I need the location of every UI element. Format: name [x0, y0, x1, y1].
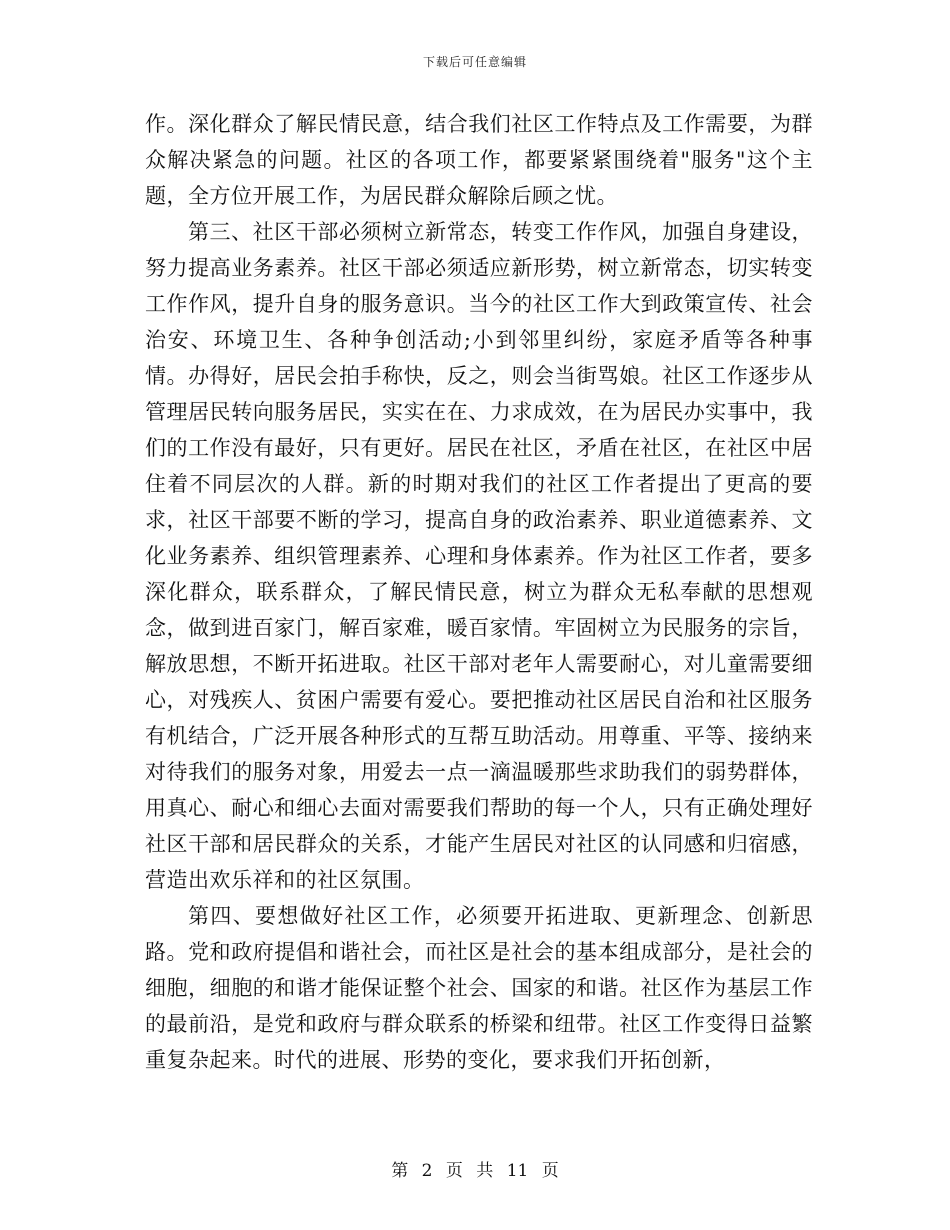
footer-label-ye: 页	[445, 1161, 463, 1181]
paragraph-third-point: 第三、社区干部必须树立新常态，转变工作作风，加强自身建设，努力提高业务素养。社区干部必须适应新形势，树立新常态，切实转变工作作风，提升自身的服务意识。当今的社区工作大到政策宣传、社会治安、环境卫生、各种争创活动;小到邻里纠纷，家庭矛盾等各种事情。办得好，居民会拍手称快，反之，则会当街骂娘。社区工作逐步从管理居民转向服务居民，实实在在、力求成效，在为居民办实事中，我们的工作没有最好，只有更好。居民在社区，矛盾在社区，在社区中居住着不同层次的人群。新的时期对我们的社区工作者提出了更高的要求，社区干部要不断的学习，提高自身的政治素养、职业道德素养、文化业务素养、组织管理素养、心理和身体素养。作为社区工作者，要多深化群众，联系群众，了解民情民意，树立为群众无私奉献的思想观念，做到进百家门，解百家难，暖百家情。牢固树立为民服务的宗旨，解放思想，不断开拓进取。社区干部对老年人需要耐心，对儿童需要细心，对残疾人、贫困户需要有爱心。要把推动社区居民自治和社区服务有机结合，广泛开展各种形式的互帮互助活动。用尊重、平等、接纳来对待我们的服务对象，用爱去一点一滴温暖那些求助我们的弱势群体，用真心、耐心和细心去面对需要我们帮助的每一个人，只有正确处理好社区干部和居民群众的关系，才能产生居民对社区的认同感和归宿感，营造出欢乐祥和的社区氛围。	[145, 220, 813, 892]
footer-label-di: 第	[391, 1161, 409, 1181]
footer-label-gong: 共	[476, 1161, 494, 1181]
paragraph-fourth-point: 第四、要想做好社区工作，必须要开拓进取、更新理念、创新思路。党和政府提倡和谐社会，而社区是社会的基本组成部分，是社会的细胞，细胞的和谐才能保证整个社会、国家的和谐。社区作为基层工作的最前沿，是党和政府与群众联系的桥梁和纽带。社区工作变得日益繁重复杂起来。时代的进展、形势的变化，要求我们开拓创新，	[145, 904, 813, 1072]
page-number-footer	[0, 1156, 950, 1181]
footer-label-ye-end: 页	[541, 1161, 559, 1181]
document-body	[145, 106, 813, 1078]
paragraph-continuation: 作。深化群众了解民情民意，结合我们社区工作特点及工作需要，为群众解决紧急的问题。社区的各项工作，都要紧紧围绕着"服务"这个主题，全方位开展工作，为居民群众解除后顾之忧。	[145, 112, 813, 208]
footer-current-page: 2	[421, 1161, 433, 1181]
footer-total-pages: 11	[506, 1161, 529, 1181]
header-note: 下载后可任意编辑	[422, 55, 527, 69]
